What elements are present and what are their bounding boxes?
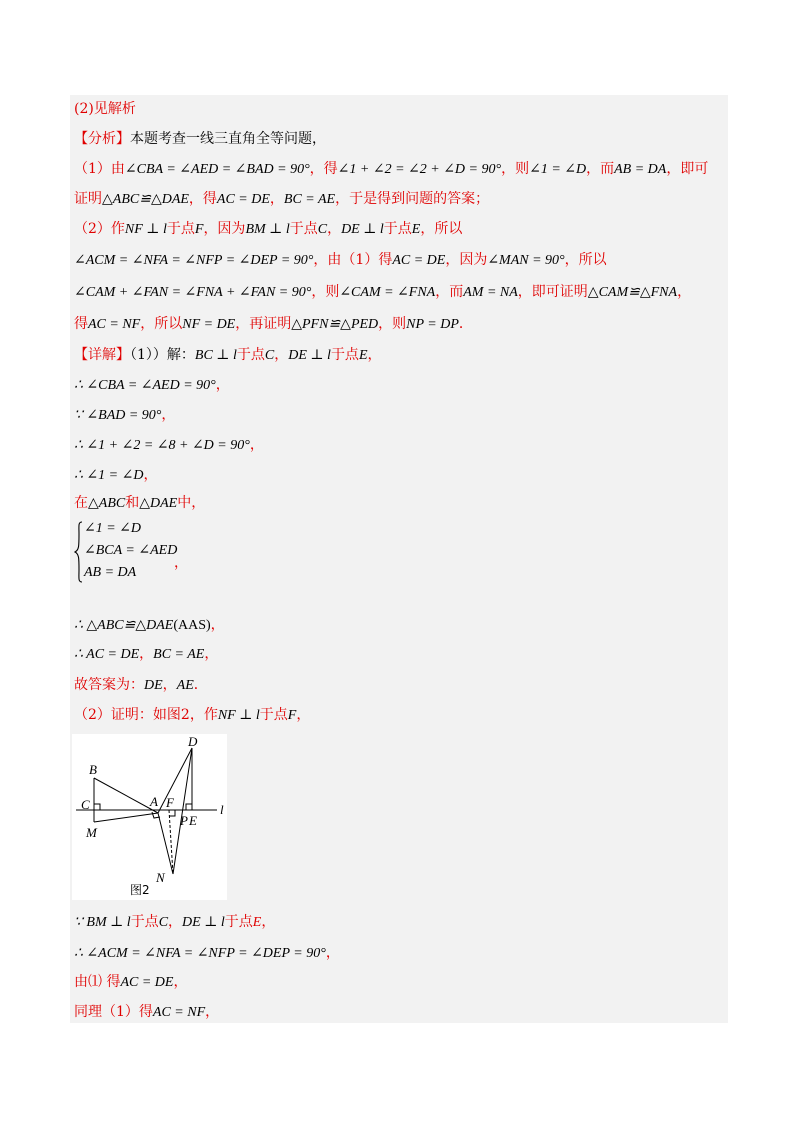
detail-line-12: ∴ ∠ACM = ∠NFA = ∠NFP = ∠DEP = 90°， xyxy=(74,945,340,961)
system-eq-1: ∠1 = ∠D xyxy=(84,521,142,536)
label-d: D xyxy=(188,734,198,749)
label-p: P xyxy=(180,813,188,828)
analysis-line-6: ∠CAM + ∠FAN = ∠FNA + ∠FAN = 90°，则∠CAM = ∠FNA，而AM = NA，即可证明△CAM≌△FNA， xyxy=(74,284,692,300)
right-angle-e xyxy=(186,804,192,810)
label-a: A xyxy=(150,794,158,809)
label-c: C xyxy=(81,797,90,812)
label-b: B xyxy=(89,762,97,777)
analysis-line-7: 得AC = NF，所以NF = DE，再证明△PFN≌△PED，则NP = DP． xyxy=(74,316,473,332)
analysis-line-2: （1）由∠CBA = ∠AED = ∠BAD = 90°，得∠1 + ∠2 = ∠2 + ∠D = 90°，则∠1 = ∠D，而AB = DA，即可 xyxy=(74,161,709,177)
figure-caption: 图2 xyxy=(130,883,150,897)
analysis-line-4: （2）作NF ⊥ l于点F，因为BM ⊥ l于点C，DE ⊥ l于点E，所以 xyxy=(74,221,463,237)
system-eq-2: ∠BCA = ∠AED xyxy=(84,543,178,558)
segment-an xyxy=(158,813,173,874)
label-n: N xyxy=(156,870,165,885)
segment-ba xyxy=(94,778,158,813)
detail-line-1: 【详解】（1））解：BC ⊥ l于点C，DE ⊥ l于点E， xyxy=(74,347,382,363)
detail-line-10: （2）证明：如图2，作NF ⊥ l于点F， xyxy=(74,707,311,723)
equation-system xyxy=(74,520,254,584)
geometry-figure xyxy=(72,734,227,900)
detail-line-8: ∴ AC = DE，BC = AE， xyxy=(74,646,219,662)
detail-line-13: 由⑴ 得AC = DE， xyxy=(74,974,188,990)
analysis-line-5: ∠ACM = ∠NFA = ∠NFP = ∠DEP = 90°，由（1）得AC = DE，因为∠MAN = 90°，所以 xyxy=(74,252,607,268)
analysis-line-3: 证明△ABC≌△DAE，得AC = DE，BC = AE，于是得到问题的答案； xyxy=(74,191,490,207)
detail-line-3: ∵ ∠BAD = 90°， xyxy=(74,407,176,423)
segment-ma xyxy=(94,813,158,822)
detail-line-6: 在△ABC和△DAE中， xyxy=(74,495,206,511)
system-comma: ， xyxy=(174,555,188,571)
label-m: M xyxy=(86,825,97,840)
label-l: l xyxy=(220,802,224,817)
figure-diagram xyxy=(72,734,227,900)
analysis-line-1: 【分析】本题考查一线三直角全等问题， xyxy=(74,131,326,147)
detail-line-14: 同理（1）得AC = NF， xyxy=(74,1004,220,1020)
system-eq-3: AB = DA xyxy=(84,565,137,580)
detail-line-7: ∴ △ABC≌△DAE(AAS)， xyxy=(74,617,225,633)
answer-heading: (2)见解析 xyxy=(74,101,136,117)
right-angle-c xyxy=(94,804,100,810)
right-angle-f xyxy=(169,810,175,816)
label-e: E xyxy=(189,813,197,828)
left-brace-icon xyxy=(74,520,84,584)
detail-line-5: ∴ ∠1 = ∠D， xyxy=(74,467,158,483)
detail-line-4: ∴ ∠1 + ∠2 = ∠8 + ∠D = 90°， xyxy=(74,437,264,453)
label-f: F xyxy=(166,795,174,810)
detail-line-9: 故答案为：DE，AE． xyxy=(74,677,208,693)
detail-line-2: ∴ ∠CBA = ∠AED = 90°， xyxy=(74,377,230,393)
detail-line-11: ∵ BM ⊥ l于点C，DE ⊥ l于点E， xyxy=(74,914,276,930)
